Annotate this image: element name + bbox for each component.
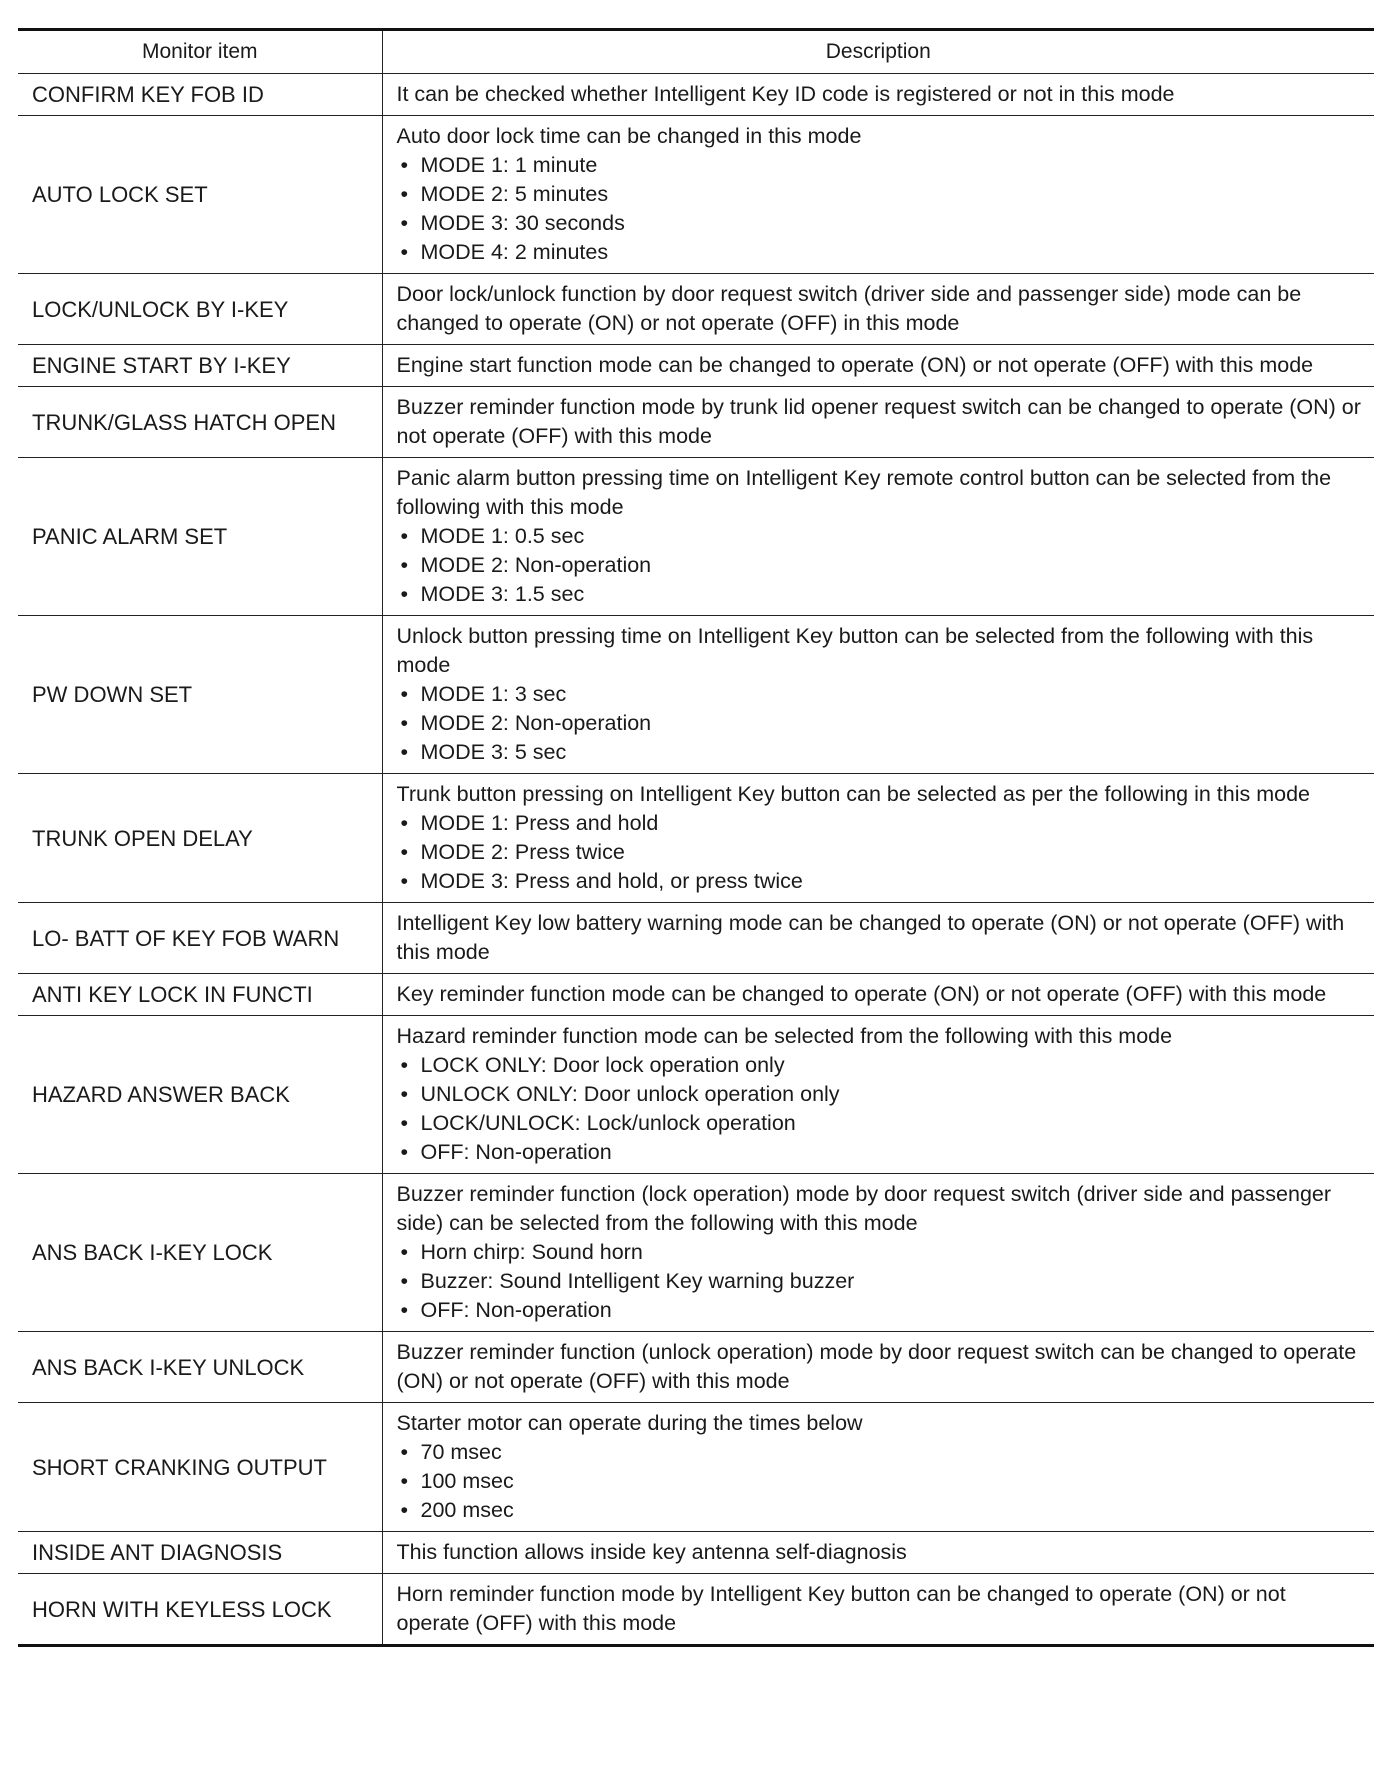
option-list-item: • MODE 2: 5 minutes xyxy=(397,180,1365,209)
monitor-item-table xyxy=(18,28,1374,1647)
description-text: Buzzer reminder function (lock operation) mode by door request switch (driver side and passenger side) can be selected from the following with this mode xyxy=(396,1182,1332,1235)
description-cell xyxy=(382,1403,1374,1532)
table-header-row xyxy=(18,30,1374,74)
option-list xyxy=(397,522,1365,609)
description-cell xyxy=(382,458,1374,616)
description-text: Intelligent Key low battery warning mode can be changed to operate (ON) or not operate (OFF) with this mode xyxy=(396,911,1345,964)
option-list-item: • MODE 3: Press and hold, or press twice xyxy=(397,867,1365,896)
description-text: Unlock button pressing time on Intelligent Key button can be selected from the following with this mode xyxy=(396,624,1314,677)
option-list-item: • MODE 1: 0.5 sec xyxy=(397,522,1365,551)
monitor-item-cell: SHORT CRANKING OUTPUT xyxy=(18,1403,382,1532)
table-row xyxy=(18,1574,1374,1646)
option-list-item: • MODE 2: Non-operation xyxy=(397,709,1365,738)
option-list-item: • MODE 3: 1.5 sec xyxy=(397,580,1365,609)
table-row xyxy=(18,116,1374,274)
description-text: Key reminder function mode can be changed to operate (ON) or not operate (OFF) with this mode xyxy=(396,982,1327,1006)
table-row xyxy=(18,774,1374,903)
description-cell xyxy=(382,1332,1374,1403)
table-row xyxy=(18,974,1374,1016)
option-list-item: • LOCK ONLY: Door lock operation only xyxy=(397,1051,1365,1080)
description-cell xyxy=(382,616,1374,774)
option-list-item: • MODE 2: Non-operation xyxy=(397,551,1365,580)
description-cell xyxy=(382,116,1374,274)
table-row xyxy=(18,274,1374,345)
description-text: Trunk button pressing on Intelligent Key button can be selected as per the following in this mode xyxy=(396,782,1311,806)
description-text: It can be checked whether Intelligent Key ID code is registered or not in this mode xyxy=(396,82,1175,106)
description-text: Buzzer reminder function (unlock operation) mode by door request switch can be changed to operate (ON) or not operate (OFF) with this mode xyxy=(396,1340,1357,1393)
option-list-item: • LOCK/UNLOCK: Lock/unlock operation xyxy=(397,1109,1365,1138)
table-row xyxy=(18,345,1374,387)
table-row xyxy=(18,1332,1374,1403)
description-text: Hazard reminder function mode can be selected from the following with this mode xyxy=(396,1024,1173,1048)
description-cell xyxy=(382,74,1374,116)
header-monitor-item: Monitor item xyxy=(18,30,382,74)
option-list xyxy=(397,1051,1365,1167)
description-cell xyxy=(382,774,1374,903)
table-row xyxy=(18,74,1374,116)
description-text: Starter motor can operate during the times below xyxy=(396,1411,863,1435)
monitor-item-document xyxy=(18,28,1374,1647)
option-list-item: • MODE 3: 30 seconds xyxy=(397,209,1365,238)
table-row xyxy=(18,616,1374,774)
description-text: Engine start function mode can be changed to operate (ON) or not operate (OFF) with this mode xyxy=(396,353,1314,377)
table-row xyxy=(18,458,1374,616)
option-list xyxy=(397,151,1365,267)
description-cell xyxy=(382,274,1374,345)
option-list xyxy=(397,1238,1365,1325)
monitor-item-cell: ANS BACK I-KEY UNLOCK xyxy=(18,1332,382,1403)
description-cell xyxy=(382,1574,1374,1646)
option-list-item: • 200 msec xyxy=(397,1496,1365,1525)
monitor-item-cell: HORN WITH KEYLESS LOCK xyxy=(18,1574,382,1646)
option-list xyxy=(397,809,1365,896)
option-list-item: • MODE 2: Press twice xyxy=(397,838,1365,867)
monitor-item-cell: PW DOWN SET xyxy=(18,616,382,774)
monitor-item-cell: ANTI KEY LOCK IN FUNCTI xyxy=(18,974,382,1016)
monitor-item-cell: TRUNK OPEN DELAY xyxy=(18,774,382,903)
monitor-item-cell: TRUNK/GLASS HATCH OPEN xyxy=(18,387,382,458)
monitor-item-cell: CONFIRM KEY FOB ID xyxy=(18,74,382,116)
option-list xyxy=(397,680,1365,767)
option-list-item: • Buzzer: Sound Intelligent Key warning buzzer xyxy=(397,1267,1365,1296)
table-body xyxy=(18,74,1374,1646)
description-text: Buzzer reminder function mode by trunk lid opener request switch can be changed to operate (ON) or not operate (OFF) with this mode xyxy=(396,395,1361,448)
option-list-item: • MODE 1: Press and hold xyxy=(397,809,1365,838)
table-row xyxy=(18,1174,1374,1332)
monitor-item-cell: HAZARD ANSWER BACK xyxy=(18,1016,382,1174)
description-text: Horn reminder function mode by Intelligent Key button can be changed to operate (ON) or not operate (OFF) with this mode xyxy=(396,1582,1286,1635)
table-row xyxy=(18,1403,1374,1532)
description-cell xyxy=(382,903,1374,974)
description-cell xyxy=(382,387,1374,458)
option-list-item: • OFF: Non-operation xyxy=(397,1138,1365,1167)
header-description: Description xyxy=(382,30,1374,74)
monitor-item-cell: ANS BACK I-KEY LOCK xyxy=(18,1174,382,1332)
table-row xyxy=(18,387,1374,458)
monitor-item-cell: AUTO LOCK SET xyxy=(18,116,382,274)
description-text: Panic alarm button pressing time on Intelligent Key remote control button can be selected from the following with this mode xyxy=(396,466,1332,519)
description-text: Auto door lock time can be changed in this mode xyxy=(396,124,862,148)
option-list-item: • UNLOCK ONLY: Door unlock operation only xyxy=(397,1080,1365,1109)
option-list-item: • Horn chirp: Sound horn xyxy=(397,1238,1365,1267)
option-list-item: • MODE 1: 1 minute xyxy=(397,151,1365,180)
description-cell xyxy=(382,345,1374,387)
option-list-item: • 70 msec xyxy=(397,1438,1365,1467)
table-row xyxy=(18,1016,1374,1174)
option-list-item: • 100 msec xyxy=(397,1467,1365,1496)
monitor-item-cell: LO- BATT OF KEY FOB WARN xyxy=(18,903,382,974)
description-cell xyxy=(382,974,1374,1016)
option-list-item: • MODE 4: 2 minutes xyxy=(397,238,1365,267)
option-list xyxy=(397,1438,1365,1525)
description-cell xyxy=(382,1174,1374,1332)
monitor-item-cell: ENGINE START BY I-KEY xyxy=(18,345,382,387)
description-text: Door lock/unlock function by door request switch (driver side and passenger side) mode can be changed to operate (ON) or not operate (OFF) in this mode xyxy=(396,282,1302,335)
monitor-item-cell: LOCK/UNLOCK BY I-KEY xyxy=(18,274,382,345)
option-list-item: • MODE 3: 5 sec xyxy=(397,738,1365,767)
monitor-item-cell: INSIDE ANT DIAGNOSIS xyxy=(18,1532,382,1574)
description-cell xyxy=(382,1016,1374,1174)
description-cell xyxy=(382,1532,1374,1574)
description-text: This function allows inside key antenna self-diagnosis xyxy=(396,1540,907,1564)
monitor-item-cell: PANIC ALARM SET xyxy=(18,458,382,616)
table-row xyxy=(18,903,1374,974)
option-list-item: • MODE 1: 3 sec xyxy=(397,680,1365,709)
table-row xyxy=(18,1532,1374,1574)
option-list-item: • OFF: Non-operation xyxy=(397,1296,1365,1325)
